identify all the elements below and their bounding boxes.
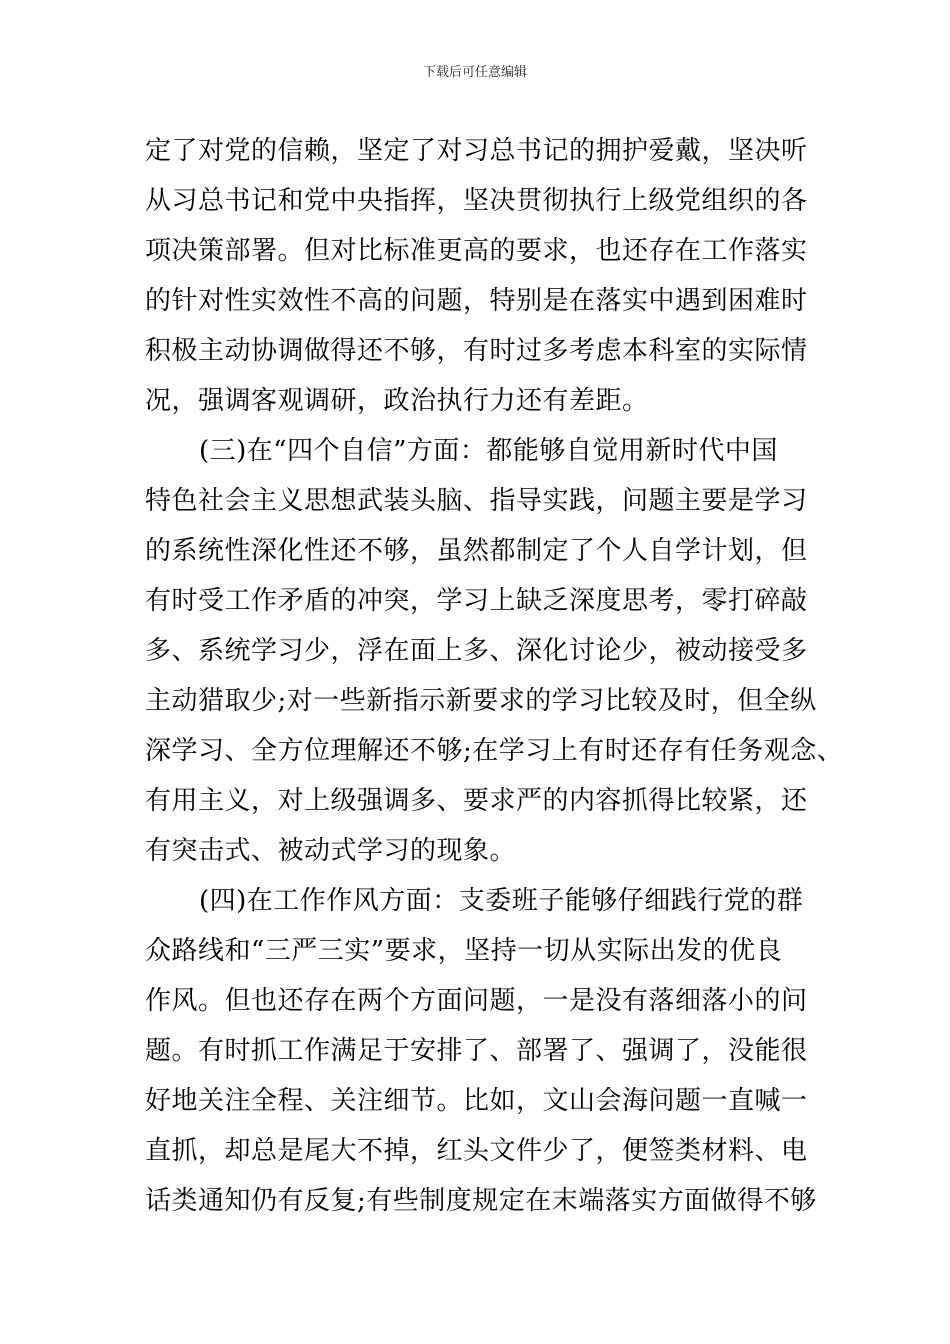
text-line: 从习总书记和党中央指挥，坚决贯彻执行上级党组织的各 [145,186,808,216]
text-line: 多、系统学习少，浮在面上多、深化讨论少，被动接受多 [145,636,808,666]
page-header: 下载后可任意编辑 [422,65,527,80]
text-line: 特色社会主义思想武装头脑、指导实践，问题主要是学习 [145,486,808,516]
text-line: 直抓，却总是尾大不掉，红头文件少了，便签类材料、电 [145,1136,808,1166]
text-line: 众路线和“三严三实”要求，坚持一切从实际出发的优良 [145,936,783,966]
text-line: 有突击式、被动式学习的现象。 [145,836,517,866]
text-line: 积极主动协调做得还不够，有时过多考虑本科室的实际情 [145,336,808,366]
text-line: 题。有时抓工作满足于安排了、部署了、强调了，没能很 [145,1036,808,1066]
text-line: 项决策部署。但对比标准更高的要求，也还存在工作落实 [145,236,808,266]
text-line: 定了对党的信赖，坚定了对习总书记的拥护爱戴，坚决听 [145,136,808,166]
text-line: 有用主义，对上级强调多、要求严的内容抓得比较紧，还 [145,786,808,816]
text-line: 主动猎取少;对一些新指示新要求的学习比较及时，但全纵 [145,686,817,716]
text-line: 况，强调客观调研，政治执行力还有差距。 [145,386,649,416]
document-body [145,126,844,1226]
paragraph-start-line: (四)在工作作风方面：支委班子能够仔细践行党的群 [199,886,804,916]
text-line: 有时受工作矛盾的冲突，学习上缺乏深度思考，零打碎敲 [145,586,808,616]
text-line: 好地关注全程、关注细节。比如，文山会海问题一直喊一 [145,1086,808,1116]
paragraph-start-line: (三)在“四个自信”方面：都能够自觉用新时代中国 [199,436,778,466]
text-line: 话类通知仍有反复;有些制度规定在末端落实方面做得不够 [145,1186,817,1216]
text-line: 作风。但也还存在两个方面问题，一是没有落细落小的问 [145,986,808,1016]
text-line: 的系统性深化性还不够，虽然都制定了个人自学计划，但 [145,536,808,566]
text-line: 深学习、全方位理解还不够;在学习上有时还存有任务观念、 [145,736,844,766]
text-line: 的针对性实效性不高的问题，特别是在落实中遇到困难时 [145,286,808,316]
